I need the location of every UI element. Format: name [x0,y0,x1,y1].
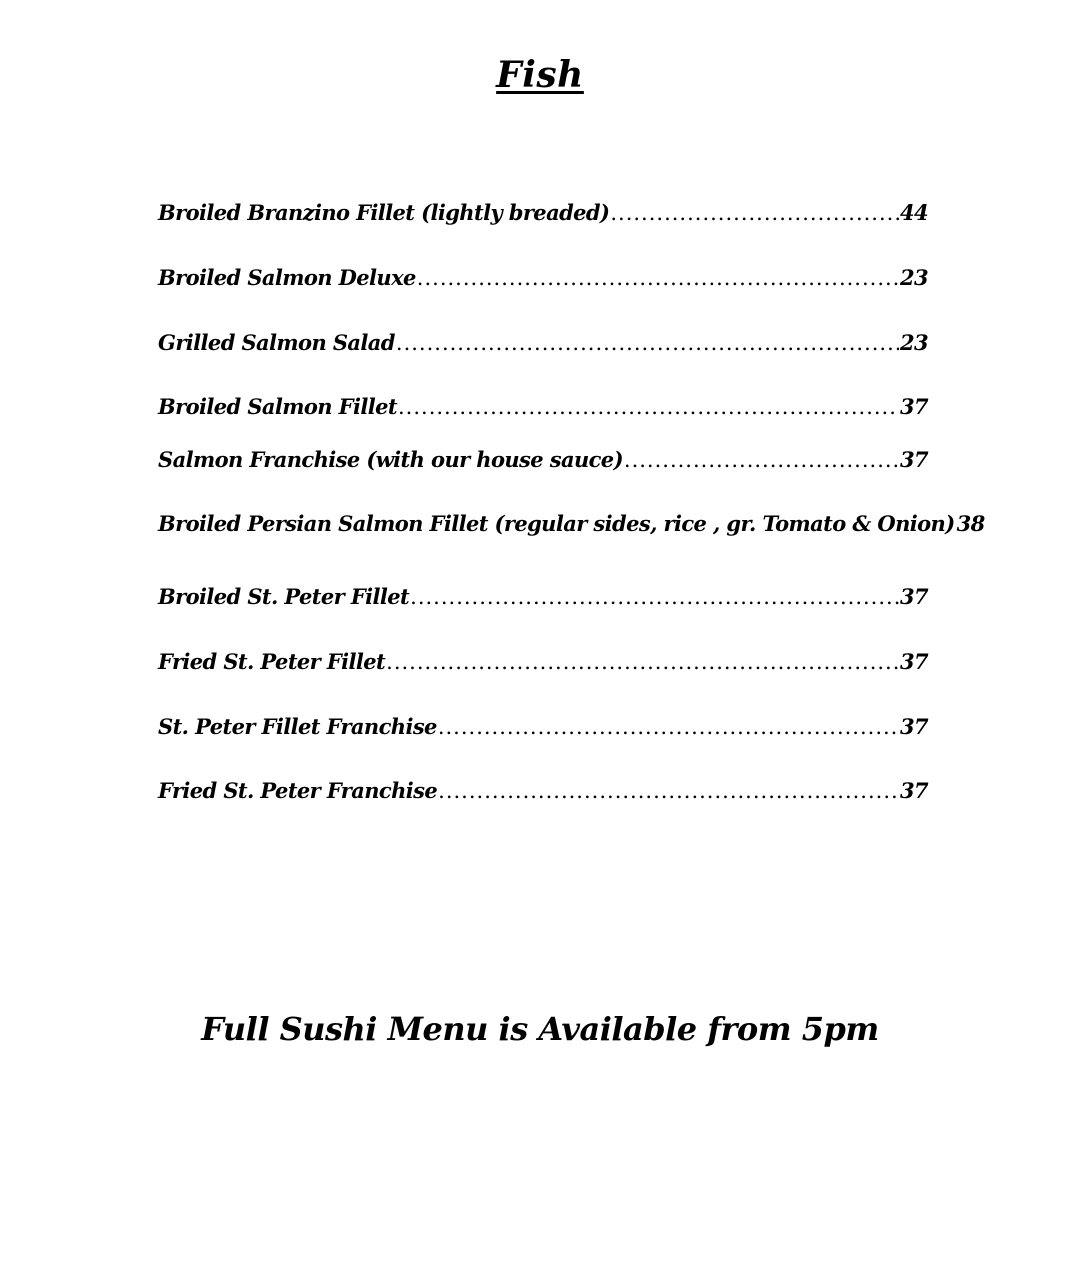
page-title: Fish [496,54,584,96]
menu-item-price: 37 [899,447,928,472]
menu-item-price: 23 [899,330,928,355]
dot-leader [398,395,899,419]
menu-item-price: 37 [899,394,928,419]
dot-leader [438,779,899,803]
menu-item [158,649,928,689]
menu-item-name: Broiled Persian Salmon Fillet (regular sides, rice , gr. Tomato & Onion) [158,511,955,536]
menu-item [158,778,928,818]
menu-item-name: Salmon Franchise (with our house sauce) [158,447,623,472]
menu-item [158,511,985,551]
dot-leader [610,201,899,225]
menu-item-price: 37 [899,778,928,803]
menu-item [158,394,928,434]
menu-item-name: Broiled St. Peter Fillet [158,584,410,609]
menu-item-price: 23 [899,265,928,290]
menu-item [158,584,928,624]
menu-item-name: Grilled Salmon Salad [158,330,395,355]
menu-item [158,714,928,754]
menu-item-price: 37 [899,714,928,739]
sushi-availability-note: Full Sushi Menu is Available from 5pm [201,1010,879,1048]
menu-item-name: Broiled Branzino Fillet (lightly breaded) [158,200,610,225]
dot-leader [438,715,899,739]
menu-item [158,330,928,370]
menu-item-price: 37 [899,584,928,609]
dot-leader [624,448,899,472]
menu-item-name: Fried St. Peter Fillet [158,649,386,674]
menu-item-name: Broiled Salmon Deluxe [158,265,416,290]
menu-item [158,265,928,305]
menu-item-name: Fried St. Peter Franchise [158,778,438,803]
menu-item-price: 44 [899,200,928,225]
dot-leader [410,585,899,609]
menu-item [158,447,928,487]
menu-item-price: 37 [899,649,928,674]
menu-item-name: St. Peter Fillet Franchise [158,714,437,739]
menu-item [158,200,928,240]
dot-leader [386,650,899,674]
dot-leader [396,331,899,355]
menu-item-name: Broiled Salmon Fillet [158,394,397,419]
menu-item-price: 38 [956,511,985,536]
dot-leader [417,266,899,290]
